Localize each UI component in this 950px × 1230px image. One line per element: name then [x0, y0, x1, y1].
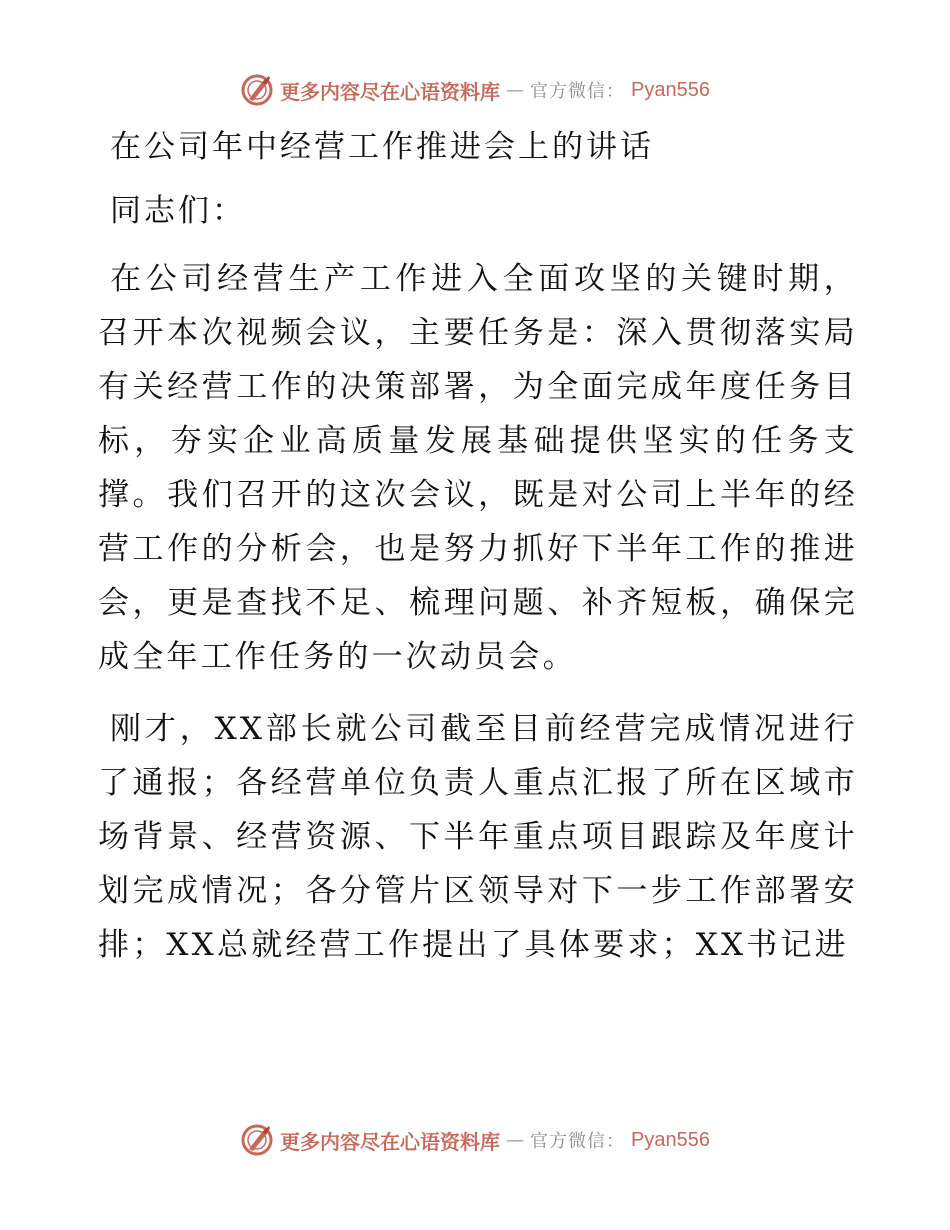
header-banner: [0, 70, 950, 110]
document-greeting: 同志们：: [110, 193, 246, 229]
banner-wechat-id: Pyan556: [631, 78, 710, 101]
document-paragraph-1: 在公司经营生产工作进入全面攻坚的关键时期，召开本次视频会议，主要任务是：深入贯彻落实局有关经营工作的决策部署，为全面完成年度任务目标，夯实企业高质量发展基础提供坚实的任务支撑。我们召开的这次会议，既是对公司上半年的经营工作的分析会，也是努力抓好下半年工作的推进会，更是查找不足、梳理问题、补齐短板，确保完成全年工作任务的一次动员会。: [98, 261, 858, 675]
quill-logo-icon: [240, 1123, 274, 1157]
banner-wechat-id: Pyan556: [631, 1128, 710, 1151]
banner-brand-text: 更多内容尽在心语资料库: [280, 1129, 501, 1154]
footer-banner: [0, 1120, 950, 1160]
banner-separator: —: [506, 1129, 525, 1151]
document-paragraph-2: 刚才，XX部长就公司截至目前经营完成情况进行了通报；各经营单位负责人重点汇报了所在区域市场背景、经营资源、下半年重点项目跟踪及年度计划完成情况；各分管片区领导对下一步工作部署安排；XX总就经营工作提出了具体要求；XX书记进: [98, 711, 858, 963]
document-title: 在公司年中经营工作推进会上的讲话: [110, 129, 654, 165]
banner-brand-text: 更多内容尽在心语资料库: [280, 79, 501, 104]
banner-separator: —: [506, 79, 525, 101]
banner-official-label: 官方微信：: [530, 1131, 626, 1152]
banner-official-label: 官方微信：: [530, 81, 626, 102]
quill-logo-icon: [240, 73, 274, 107]
document-body: [98, 124, 858, 990]
